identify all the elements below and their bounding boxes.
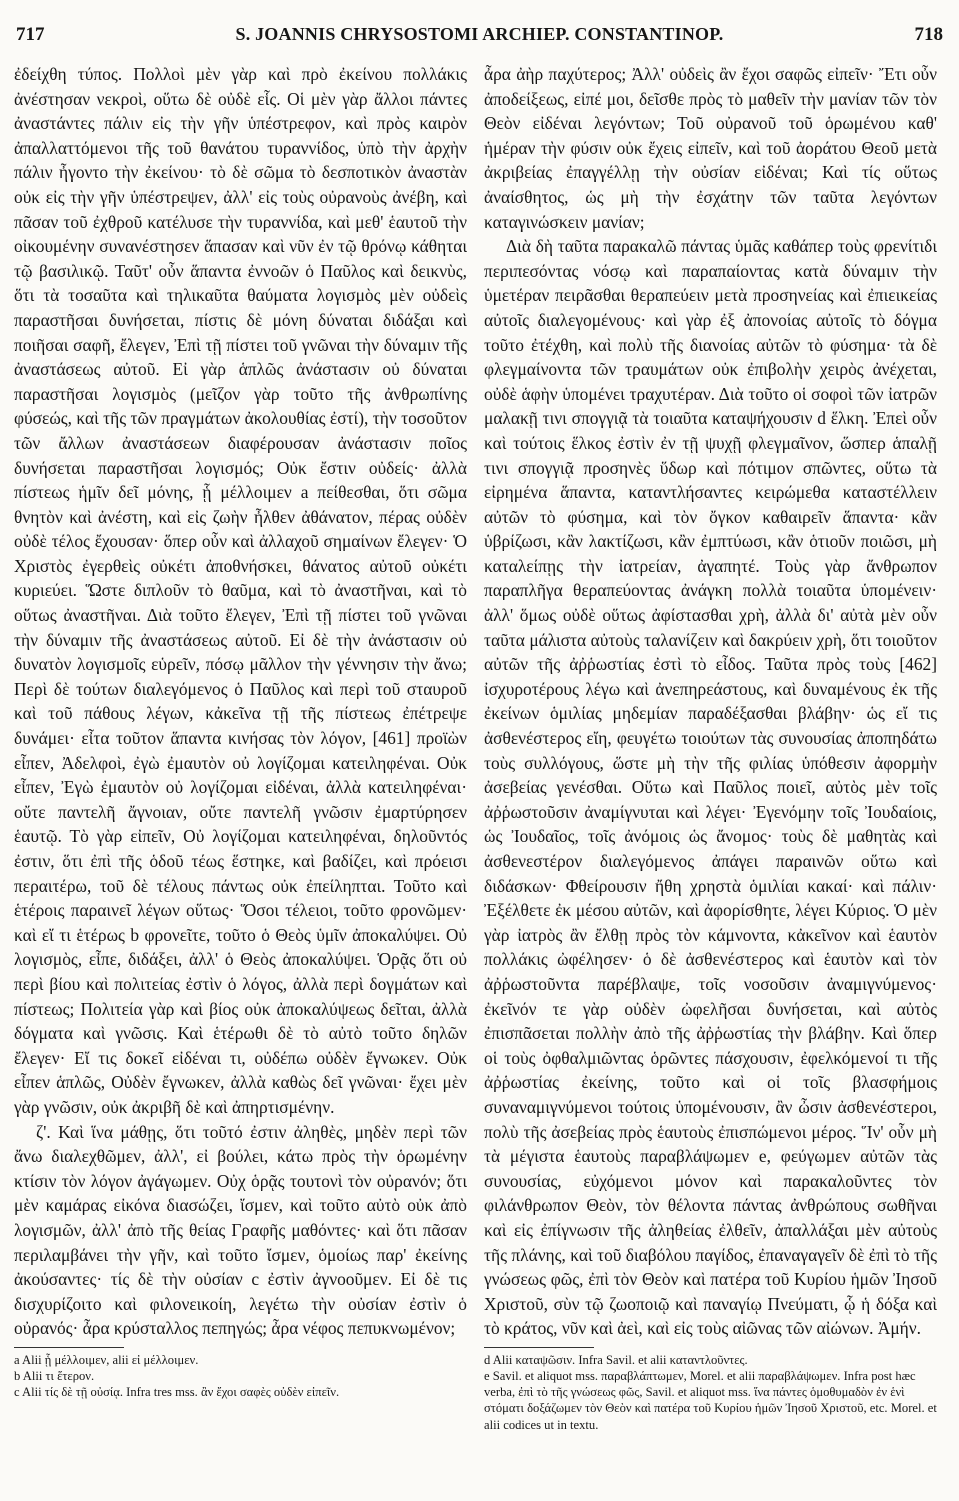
footnote: b Alii τι ἕτερον. xyxy=(14,1369,95,1384)
footnote-rule xyxy=(484,1347,594,1348)
body-paragraph: ἐδείχθη τύπος. Πολλοὶ μὲν γὰρ καὶ πρὸ ἐκείνου πολλάκις ἀνέστησαν νεκροὶ, οὕτω δὲ οὐδὲ εἷς. Οἱ μὲν γὰρ ἄλλοι πάντες ἀναστάντες πάλιν εἰς τὴν γῆν ὑπέστρεφον, καὶ πρὸς καιρὸν ἀπαλλαττόμενοι τῆς τοῦ θανάτου τυραννίδος, ὑπὸ τὴν ἀρχὴν πάλιν ἦγοντο τὴν ἐκείνου· τὸ δὲ σῶμα τὸ δεσποτικὸν ἀναστὰν οὐκ εἰς τὴν γῆν ὑπέστρεψεν, ἀλλ' εἰς τοὺς οὐρανοὺς ἀνέβη, καὶ πᾶσαν τοῦ ἐχθροῦ κατέλυσε τὴν τυραννίδα, καὶ μεθ' ἑαυτοῦ τὴν οἰκουμένην συνανέστησεν ἅπασαν καὶ νῦν ἐν τῷ θρόνῳ κάθηται τῷ βασιλικῷ. Ταῦτ' οὖν ἅπαντα ἐννοῶν ὁ Παῦλος καὶ δεικνὺς, ὅτι τὰ τοσαῦτα καὶ τηλικαῦτα θαύματα λογισμὸς μὲν οὐδεὶς παραστῆσαι δυνήσεται, πίστις δὲ μόνη δύναται διδάξαι καὶ ποιῆσαι σαφῆ, ἔλεγεν, Ἐπὶ τῇ πίστει τοῦ γνῶναι τὴν δύναμιν τῆς ἀναστάσεως αὐτοῦ. Εἰ γὰρ ἁπλῶς ἀνάστασιν οὐ δύναται παραστῆσαι λογισμὸς (μεῖζον γὰρ τοῦτο τῆς ἀνθρωπίνης φύσεώς, καὶ τῆς τῶν πραγμάτων ἀκολουθίας ἐστί), τὴν τοσοῦτον τῶν ἄλλων ἀναστάσεων διαφέρουσαν ἀνάστασιν ποῖος δυνήσεται παραστῆσαι λογισμός; Οὐκ ἔστιν οὐδείς· ἀλλὰ πίστεως ἡμῖν δεῖ μόνης, ᾗ μέλλοιμεν a πείθεσθαι, ὅτι σῶμα θνητὸν καὶ ἀνέστη, καὶ εἰς ζωὴν ἦλθεν ἀθάνατον, πέρας οὐδὲν οὐδὲ τέλος ἔχουσαν· ὅπερ οὖν καὶ ἀλλαχοῦ σημαίνων ἔλεγεν· Ὁ Χριστὸς ἐγερθεὶς οὐκέτι ἀποθνήσκει, θάνατος αὐτοῦ οὐκέτι κυριεύει. Ὥστε διπλοῦν τὸ θαῦμα, καὶ τὸ ἀναστῆναι, καὶ τὸ οὕτως ἀναστῆναι. Διὰ τοῦτο ἔλεγεν, Ἐπὶ τῇ πίστει τοῦ γνῶναι τὴν δύναμιν τῆς ἀναστάσεως αὐτοῦ. Εἰ δὲ τὴν ἀνάστασιν οὐ δυνατὸν λογισμοῖς εὑρεῖν, πόσῳ μᾶλλον τὴν γέννησιν τὴν ἄνω; Περὶ δὲ τούτων διαλεγόμενος ὁ Παῦλος καὶ περὶ τοῦ σταυροῦ καὶ τοῦ πάθους λέγων, κἀκεῖνα τῇ τῆς πίστεως ἐπέτρεψε δυνάμει· εἶτα τοῦτον ἅπαντα κινήσας τὸν λόγον, [461] προϊὼν εἶπεν, Ἀδελφοὶ, ἐγὼ ἐμαυτὸν οὐ λογίζομαι κατειληφέναι. Οὐκ εἶπεν, Ἐγὼ ἐμαυτὸν οὐ λογίζομαι εἰδέναι, ἀλλὰ κατειληφέναι· οὔτε παντελῆ ἄγνοιαν, οὔτε παντελῆ γνῶσιν ἐμαρτύρησεν ἑαυτῷ. Τὸ γὰρ εἰπεῖν, Οὐ λογίζομαι κατειληφέναι, δηλοῦντός ἐστιν, ὅτι ἐπὶ τῆς ὁδοῦ τέως ἕστηκε, καὶ βαδίζει, καὶ πρόεισι περαιτέρω, τοῦ δὲ τέλους πάντως οὐκ ἐπείληπται. Τοῦτο καὶ ἑτέροις παραινεῖ λέγων οὕτως· Ὅσοι τέλειοι, τοῦτο φρονῶμεν· καὶ εἴ τι ἑτέρως b φρονεῖτε, τοῦτο ὁ Θεὸς ὑμῖν ἀποκαλύψει. Οὐ λογισμὸς, εἶπε, διδάξει, ἀλλ' ὁ Θεὸς ἀποκαλύψει. Ὁρᾷς ὅτι οὐ περὶ βίου καὶ πολιτείας ἐστὶν ὁ λόγος, ἀλλὰ περὶ δογμάτων καὶ πίστεως; Πολιτεία γὰρ καὶ βίος οὐκ ἀποκαλύψεως δεῖται, ἀλλὰ δόγματα καὶ γνῶσις. Καὶ ἑτέρωθι δὲ τὸ αὐτὸ τοῦτο δηλῶν ἔλεγεν· Εἴ τις δοκεῖ εἰδέναι τι, οὐδέπω οὐδὲν ἔγνωκεν. Οὐκ εἶπεν ἁπλῶς, Οὐδὲν ἔγνωκεν, ἀλλὰ καθὼς δεῖ γνῶναι· ἔχει μὲν γὰρ γνῶσιν, οὐκ ἀκριβῆ δὲ καὶ ἀπηρτισμένην. xyxy=(14,64,467,1117)
footnote: a Alii ᾗ μέλλοιμεν, alii εἰ μέλλοιμεν. xyxy=(14,1352,199,1367)
footnote: e Savil. et aliquot mss. παραβλάπτωμεν, Morel. et alii παραβλάψωμεν. Infra post hæc verba, ἐπὶ τὸ τῆς γνώσεως φῶς, Savil. et aliquot mss. ἵνα πάντες ὁμοθυμαδὸν ἐν ἑνὶ στόματι δοξάζωμεν τὸν Θεὸν καὶ πατέρα τοῦ Κυρίου ἡμῶν Ἰησοῦ Χριστοῦ, etc. Morel. et alii codices ut in textu. xyxy=(484,1369,937,1432)
right-page-number: 718 xyxy=(914,24,943,45)
footnote: c Alii τίς δὲ τῇ οὐσίᾳ. Infra tres mss. ἂν ἔχοι σαφὲς οὐδὲν εἰπεῖν. xyxy=(14,1385,340,1400)
footnotes xyxy=(14,1347,467,1401)
body-paragraph: ζ'. Καὶ ἵνα μάθῃς, ὅτι τοῦτό ἐστιν ἀληθὲς, μηδὲν περὶ τῶν ἄνω διαλεχθῶμεν, ἀλλ', εἰ βούλει, κάτω πρὸς τὴν ὁρωμένην κτίσιν τὸν λόγον ἀγάγωμεν. Οὐχ ὁρᾷς τουτονὶ τὸν οὐρανόν; ὅτι μὲν καμάρας εἰκόνα διασώζει, ἴσμεν, καὶ τοῦτο αὐτὸ οὐκ ἀπὸ λογισμῶν, ἀλλ' ἀπὸ τῆς θείας Γραφῆς μαθόντες· καὶ ὅτι πᾶσαν περιλαμβάνει τὴν γῆν, καὶ τοῦτο ἴσμεν, ὁμοίως παρ' ἐκείνης ἀκούσαντες· τίς δὲ τὴν οὐσίαν c ἐστὶν ἀγνοοῦμεν. Εἰ δὲ τις δισχυρίζοιτο καὶ φιλονεικοίη, λεγέτω τὴν οὐσίαν ἐστὶν ὁ οὐρανός· ἆρα κρύσταλλος πεπηγώς; ἆρα νέφος πεπυκνωμένον; xyxy=(14,1121,467,1339)
footnote: d Alii καταψῶσιν. Infra Savil. et alii καταντλοῦντες. xyxy=(484,1352,748,1367)
left-page-number: 717 xyxy=(16,24,45,45)
footnotes xyxy=(484,1347,937,1433)
left-column xyxy=(14,62,467,1400)
running-title: S. JOANNIS CHRYSOSTOMI ARCHIEP. CONSTANTINOP. xyxy=(235,24,724,44)
footnote-rule xyxy=(14,1347,124,1348)
body-paragraph: ἆρα ἀὴρ παχύτερος; Ἀλλ' οὐδεὶς ἂν ἔχοι σαφῶς εἰπεῖν· Ἔτι οὖν ἀποδείξεως, εἰπέ μοι, δεῖσθε πρὸς τὸ μαθεῖν τὴν μανίαν τῶν τὸν Θεὸν εἰδέναι λεγόντων; Τοῦ οὐρανοῦ τοῦ ὁρωμένου καθ' ἡμέραν τὴν φύσιν οὐκ ἔχεις εἰπεῖν, καὶ τοῦ ἀοράτου Θεοῦ μετὰ ἀκριβείας ἐπαγγέλλῃ τὴν οὐσίαν εἰδέναι; Καὶ τίς οὕτως ἀναίσθητος, ὡς μὴ τὴν ἐσχάτην τῶν ταῦτα λεγόντων καταγινώσκειν μανίαν; xyxy=(484,64,937,232)
running-header xyxy=(16,24,943,54)
right-column xyxy=(484,62,937,1433)
body-paragraph: Διὰ δὴ ταῦτα παρακαλῶ πάντας ὑμᾶς καθάπερ τοὺς φρενίτιδι περιπεσόντας νόσῳ καὶ παραπαίοντας κατὰ δύναμιν τὴν ὑμετέραν πειρᾶσθαι θεραπεύειν μετὰ προσηνείας καὶ ἐπιεικείας αὐτοῖς διαλεγομένους· καὶ γὰρ ἐξ ἀπονοίας αὐτοῖς τὸ δόγμα τοῦτο ἐτέχθη, καὶ πολὺ τῆς διανοίας αὐτῶν τὸ φύσημα· τὰ δὲ φλεγμαίνοντα τῶν τραυμάτων οὐκ ἐπιβολὴν χειρὸς ἀνέχεται, οὐδὲ ἁφὴν ὑπομένει τραχυτέραν. Διὰ τοῦτο οἱ σοφοὶ τῶν ἰατρῶν μαλακῇ τινι σπογγιᾷ τὰ τοιαῦτα καταψήχουσιν d ἕλκη. Ἐπεὶ οὖν καὶ τούτοις ἕλκος ἐστὶν ἐν τῇ ψυχῇ φλεγμαῖνον, ὥσπερ ἁπαλῇ τινι σπογγιᾷ προσηνὲς ὕδωρ καὶ πότιμον σπῶντες, οὕτω τὰ εἰρημένα ἅπαντα, καταντλήσαντες κειρώμεθα καταστέλλειν αὐτῶν τὸ φύσημα, καὶ τὸν ὄγκον καθαιρεῖν ἅπαντα· κἂν ὑβρίζωσι, κἂν λακτίζωσι, κἂν ἐμπτύωσι, κἂν ὁτιοῦν ποιῶσι, μὴ καταλείπῃς τὴν ἰατρείαν, ἀγαπητέ. Τοὺς γὰρ ἄνθρωπον παραπλῆγα θεραπεύοντας ἀνάγκη πολλὰ τοιαῦτα ὑπομένειν· ἀλλ' ὅμως οὐδὲ οὕτως ἀφίστασθαι χρὴ, ἀλλὰ δι' αὐτὰ μὲν οὖν ταῦτα μάλιστα αὐτοὺς ταλανίζειν καὶ δακρύειν χρὴ, ὅτι τοιοῦτον αὐτῶν τῆς ἀῤῥωστίας ἐστὶ τὸ εἶδος. Ταῦτα πρὸς τοὺς [462] ἰσχυροτέρους λέγω καὶ ἀνεπηρεάστους, καὶ δυναμένους ἐκ τῆς ἐκείνων ὁμιλίας μηδεμίαν παραδέξασθαι βλάβην· ὡς εἴ τις ἀσθενέστερος εἴη, φευγέτω τοιούτων τὰς συνουσίας ἀποπηδάτω τοὺς συλλόγους, ὥστε μὴ τὴν τῆς φιλίας ὑπόθεσιν ἀφορμὴν ἀσεβείας γενέσθαι. Οὕτω καὶ Παῦλος ποιεῖ, αὐτὸς μὲν τοῖς ἀῤῥωστοῦσιν ἀναμίγνυται καὶ λέγει· Ἐγενόμην τοῖς Ἰουδαίοις, ὡς Ἰουδαῖος, τοῖς ἀνόμοις ὡς ἄνομος· τοὺς δὲ μαθητὰς καὶ ἀσθενεστέρον διαλεγόμενος ἀπάγει παραινῶν οὕτω καὶ διδάσκων· Φθείρουσιν ἤθη χρηστὰ ὁμιλίαι κακαί· καὶ πάλιν· Ἐξέλθετε ἐκ μέσου αὐτῶν, καὶ ἀφορίσθητε, λέγει Κύριος. Ὁ μὲν γὰρ ἰατρὸς ἂν ἔλθῃ πρὸς τὸν κάμνοντα, κἀκεῖνον καὶ ἑαυτὸν πολλάκις ὠφέλησεν· ὁ δὲ ἀσθενέστερος καὶ ἑαυτὸν καὶ τὸν ἀῤῥωστοῦντα παρέβλαψε, τοῖς νοσοῦσιν ἀναμιγνύμενος· ἐκεῖνόν τε γὰρ οὐδὲν ὠφελῆσαι δυνήσεται, καὶ αὐτὸς ἐπισπᾶσεται πολλὴν ἀπὸ τῆς ἀῤῥωστίας τὴν βλάβην. Καὶ ὅπερ οἱ τοὺς ὀφθαλμιῶντας ὁρῶντες πάσχουσιν, ἐφελκόμενοί τι τῆς ἀῤῥωστίας ἐκείνης, τοῦτο καὶ οἱ τοῖς βλασφήμοις συναναμιγνύμενοι τούτοις ὑπομένουσιν, ἂν ὦσιν ἀσθενέστεροι, πολὺ τῆς ἀσεβείας πρὸς ἑαυτοὺς ἐπισπώμενοι μέρος. Ἵν' οὖν μὴ τὰ μέγιστα ἑαυτοὺς παραβλάψωμεν e, φεύγωμεν αὐτῶν τὰς συνουσίας, εὐχόμενοι μόνον καὶ παρακαλοῦντες τὸν φιλάνθρωπον Θεὸν, τὸν θέλοντα πάντας ἀνθρώπους σωθῆναι καὶ εἰς ἐπίγνωσιν τῆς ἀληθείας ἐλθεῖν, ἀπαλλάξαι μὲν αὐτοὺς τῆς πλάνης, καὶ τοῦ διαβόλου παγίδος, ἐπαναγαγεῖν δὲ ἐπὶ τὸ τῆς γνώσεως φῶς, ἐπὶ τὸν Θεὸν καὶ πατέρα τοῦ Κυρίου ἡμῶν Ἰησοῦ Χριστοῦ, σὺν τῷ ζωοποιῷ καὶ παναγίῳ Πνεύματι, ᾧ ἡ δόξα καὶ τὸ κράτος, νῦν καὶ ἀεὶ, καὶ εἰς τοὺς αἰῶνας τῶν αἰώνων. Ἀμήν. xyxy=(484,236,937,1339)
